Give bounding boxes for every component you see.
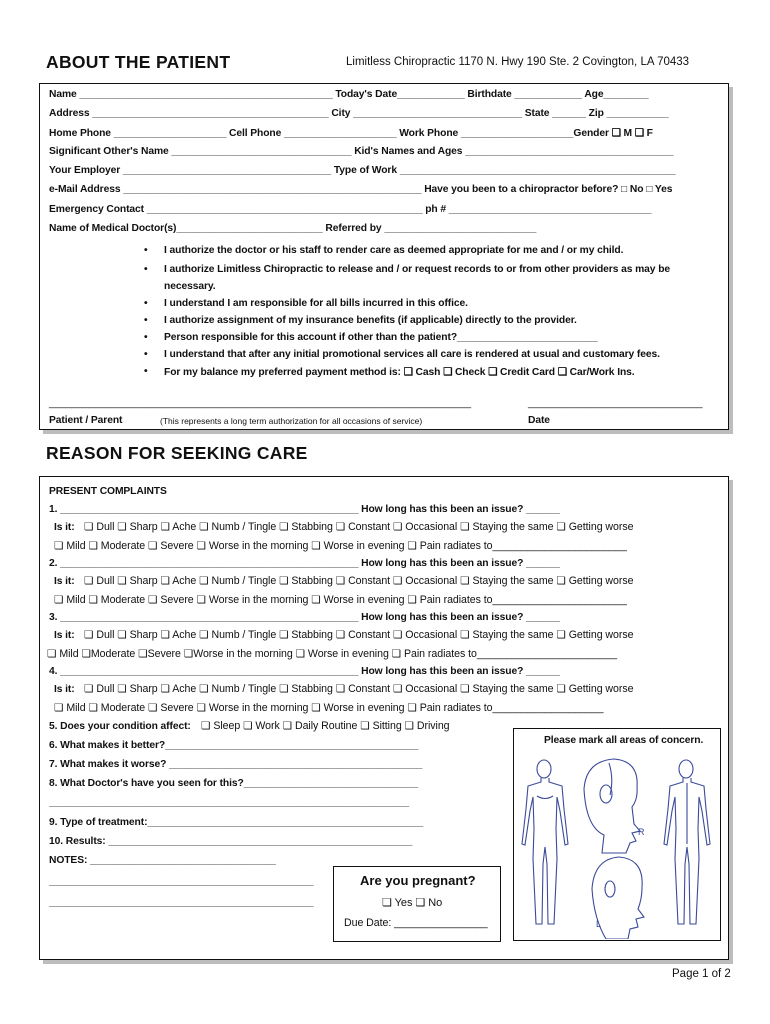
consent-bullet-4: • I authorize assignment of my insurance benefits (if applicable) directly to the provider.: [164, 315, 577, 326]
consent-bullet-1: • I authorize the doctor or his staff to render care as deemed appropriate for me and / or my child.: [164, 245, 623, 256]
figure-mark-l: L: [596, 919, 602, 929]
section-title-about-patient: ABOUT THE PATIENT: [46, 52, 231, 72]
authorization-note: (This represents a long term authorization for all occasions of service): [160, 416, 423, 426]
notes-line[interactable]: NOTES: _________________________________: [49, 855, 276, 866]
consent-bullet-2-cont: necessary.: [164, 281, 216, 292]
field-significant-other-line[interactable]: Significant Other's Name ________________________________ Kid's Names and Ages _____________________________________: [49, 146, 674, 157]
field-phone-line[interactable]: Home Phone ____________________ Cell Phone ____________________ Work Phone ____________________Gender ❏ M ❏ F: [49, 128, 653, 139]
consent-bullet-3: • I understand I am responsible for all bills incurred in this office.: [164, 298, 468, 309]
due-date-field[interactable]: Due Date: ________________: [344, 917, 488, 929]
notes-line-2[interactable]: _______________________________________________: [49, 876, 314, 887]
complaint-3-line[interactable]: 3. _____________________________________________________ How long has this been an issue? ______: [49, 612, 560, 623]
q8-line[interactable]: 8. What Doctor's have you seen for this?_______________________________: [49, 778, 419, 789]
field-employer-line[interactable]: Your Employer _____________________________________ Type of Work _________________________________________________: [49, 165, 676, 176]
pregnant-options[interactable]: ❏ Yes ❏ No: [382, 897, 443, 909]
date-line[interactable]: _______________________________: [528, 398, 703, 409]
complaint-4-line[interactable]: 4. _____________________________________________________ How long has this been an issue? ______: [49, 666, 560, 677]
complaint-4-options-b[interactable]: ❏ Mild ❏ Moderate ❏ Severe ❏ Worse in the morning ❏ Worse in evening ❏ Pain radiates to___________________: [54, 702, 604, 714]
complaint-1-options-b[interactable]: ❏ Mild ❏ Moderate ❏ Severe ❏ Worse in the morning ❏ Worse in evening ❏ Pain radiates to_______________________: [54, 540, 627, 552]
complaint-1-options-a[interactable]: ❏ Dull ❏ Sharp ❏ Ache ❏ Numb / Tingle ❏ Stabbing ❏ Constant ❏ Occasional ❏ Staying the same ❏ Getting worse: [84, 521, 634, 533]
complaint-2-is-it: Is it:: [54, 576, 75, 587]
back-body-figure: [664, 760, 710, 924]
complaint-2-options-b[interactable]: ❏ Mild ❏ Moderate ❏ Severe ❏ Worse in the morning ❏ Worse in evening ❏ Pain radiates to_______________________: [54, 594, 627, 606]
head-side-figure: [584, 759, 640, 853]
complaint-3-options-b[interactable]: ❏ Mild ❏Moderate ❏Severe ❏Worse in the morning ❏ Worse in evening ❏ Pain radiates to________________________: [47, 648, 618, 660]
complaint-4-options-a[interactable]: ❏ Dull ❏ Sharp ❏ Ache ❏ Numb / Tingle ❏ Stabbing ❏ Constant ❏ Occasional ❏ Staying the same ❏ Getting worse: [84, 683, 634, 695]
complaint-3-is-it: Is it:: [54, 630, 75, 641]
consent-bullet-5[interactable]: • Person responsible for this account if other than the patient?_________________________: [164, 332, 598, 343]
figure-mark-r: R: [638, 827, 645, 837]
complaint-1-is-it: Is it:: [54, 522, 75, 533]
payment-method-bullet[interactable]: • For my balance my preferred payment method is: ❏ Cash ❏ Check ❏ Credit Card ❏ Car/Work Ins.: [164, 366, 635, 378]
notes-line-3[interactable]: _______________________________________________: [49, 897, 314, 908]
complaint-1-line[interactable]: 1. _____________________________________________________ How long has this been an issue? ______: [49, 504, 560, 515]
q7-line[interactable]: 7. What makes it worse? _____________________________________________: [49, 759, 423, 770]
field-medical-doctor-line[interactable]: Name of Medical Doctor(s)__________________________ Referred by ___________________________: [49, 223, 537, 234]
body-map-box: [513, 728, 721, 941]
field-emergency-line[interactable]: Emergency Contact _________________________________________________ ph # ____________________________________: [49, 204, 652, 215]
q9-line[interactable]: 9. Type of treatment:_________________________________________________: [49, 817, 424, 828]
q10-line[interactable]: 10. Results: ______________________________________________________: [49, 836, 413, 847]
signature-line[interactable]: ___________________________________________________________________________: [49, 398, 471, 409]
q5-label: 5. Does your condition affect:: [49, 721, 191, 732]
field-name-line[interactable]: Name _____________________________________________ Today's Date____________ Birthdate ____________ Age________: [49, 89, 649, 100]
section-title-reason-for-care: REASON FOR SEEKING CARE: [46, 443, 308, 463]
patient-parent-label: Patient / Parent: [49, 415, 123, 426]
front-body-figure: [522, 760, 568, 924]
pregnant-question: Are you pregnant?: [360, 873, 476, 888]
patient-info-box: [39, 83, 729, 430]
consent-bullet-6: • I understand that after any initial promotional services all care is rendered at usual and customary fees.: [164, 349, 660, 360]
field-address-line[interactable]: Address __________________________________________ City ______________________________ State ______ Zip ___________: [49, 108, 669, 119]
complaint-3-options-a[interactable]: ❏ Dull ❏ Sharp ❏ Ache ❏ Numb / Tingle ❏ Stabbing ❏ Constant ❏ Occasional ❏ Staying the same ❏ Getting worse: [84, 629, 634, 641]
body-map-label: Please mark all areas of concern.: [544, 735, 704, 746]
pregnancy-box: [333, 866, 501, 942]
date-label: Date: [528, 415, 550, 426]
page-number: Page 1 of 2: [672, 968, 731, 980]
field-email-line[interactable]: e-Mail Address _____________________________________________________ Have you been to a chiropractor before? □ No □ Yes: [49, 184, 673, 195]
clinic-address: Limitless Chiropractic 1170 N. Hwy 190 Ste. 2 Covington, LA 70433: [346, 56, 690, 68]
consent-bullet-2: • I authorize Limitless Chiropractic to release and / or request records to or from other providers as may be: [164, 264, 670, 275]
q8-line-2[interactable]: ________________________________________________________________: [49, 797, 410, 808]
complaint-2-line[interactable]: 2. _____________________________________________________ How long has this been an issue? ______: [49, 558, 560, 569]
complaint-4-is-it: Is it:: [54, 684, 75, 695]
present-complaints-heading: PRESENT COMPLAINTS: [49, 486, 167, 497]
q6-line[interactable]: 6. What makes it better?_____________________________________________: [49, 740, 419, 751]
body-figures[interactable]: [514, 749, 720, 939]
q5-options[interactable]: ❏ Sleep ❏ Work ❏ Daily Routine ❏ Sitting ❏ Driving: [201, 720, 450, 732]
complaint-2-options-a[interactable]: ❏ Dull ❏ Sharp ❏ Ache ❏ Numb / Tingle ❏ Stabbing ❏ Constant ❏ Occasional ❏ Staying the same ❏ Getting worse: [84, 575, 634, 587]
